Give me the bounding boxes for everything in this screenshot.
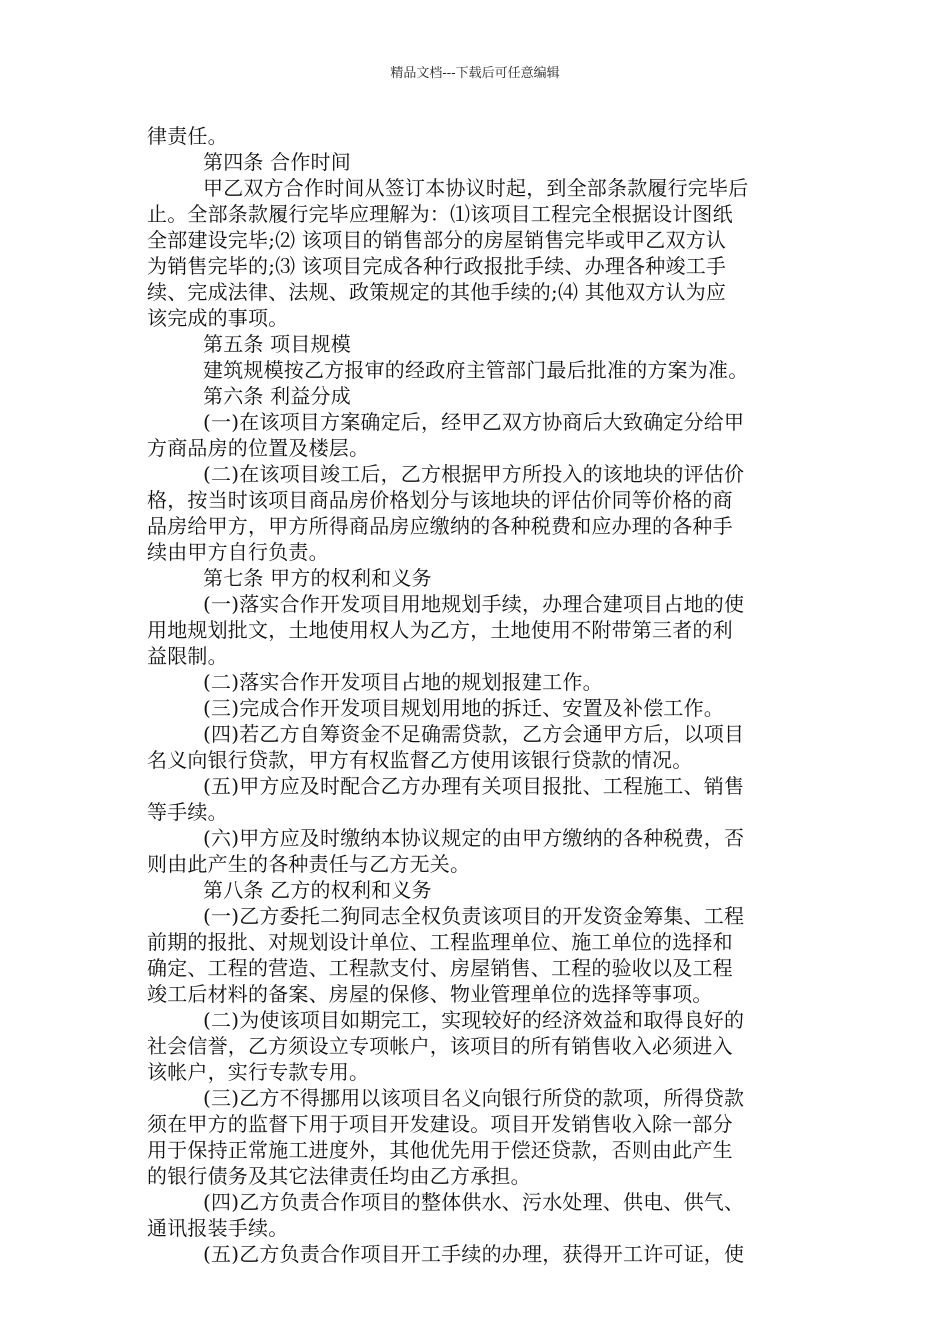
text-line: 品房给甲方，甲方所得商品房应缴纳的各种税费和应办理的各种手 [147,514,733,538]
text-line: 第四条 合作时间 [203,150,351,174]
text-line: 前期的报批、对规划设计单位、工程监理单位、施工单位的选择和 [147,930,733,954]
text-line: 竣工后材料的备案、房屋的保修、物业管理单位的选择等事项。 [147,982,713,1006]
document-body [147,123,805,1267]
text-line: 续由甲方自行负责。 [147,540,329,564]
text-line: (二)落实合作开发项目占地的规划报建工作。 [203,670,603,694]
text-line: (二)在该项目竣工后，乙方根据甲方所投入的该地块的评估价 [203,462,745,486]
text-line: 第八条 乙方的权利和义务 [203,878,432,902]
text-line: (三)乙方不得挪用以该项目名义向银行所贷的款项，所得贷款 [203,1086,745,1110]
text-line: 的银行债务及其它法律责任均由乙方承担。 [147,1164,531,1188]
text-line: (五)乙方负责合作项目开工手续的办理，获得开工许可证，使 [203,1242,745,1266]
text-line: 为销售完毕的;⑶ 该项目完成各种行政报批手续、办理各种竣工手 [147,254,727,278]
text-line: 全部建设完毕;⑵ 该项目的销售部分的房屋销售完毕或甲乙双方认 [147,228,727,252]
text-line: 确定、工程的营造、工程款支付、房屋销售、工程的验收以及工程 [147,956,733,980]
text-line: 方商品房的位置及楼层。 [147,436,370,460]
text-line: 格，按当时该项目商品房价格划分与该地块的评估价同等价格的商 [147,488,733,512]
text-line: 止。全部条款履行完毕应理解为：⑴该项目工程完全根据设计图纸 [147,202,733,226]
text-line: (四)若乙方自筹资金不足确需贷款，乙方会通甲方后，以项目 [203,722,745,746]
text-line: 用地规划批文，土地使用权人为乙方，土地使用不附带第三者的利 [147,618,733,642]
text-line: 第五条 项目规模 [203,332,351,356]
text-line: 建筑规模按乙方报审的经政府主管部门最后批准的方案为准。 [203,358,749,382]
text-line: 该帐户，实行专款专用。 [147,1060,370,1084]
text-line: 第七条 甲方的权利和义务 [203,566,432,590]
text-line: 益限制。 [147,644,228,668]
page-header: 精品文档---下载后可任意编辑 [390,66,560,81]
text-line: 律责任。 [147,124,228,148]
text-line: (二)为使该项目如期完工，实现较好的经济效益和取得良好的 [203,1008,745,1032]
text-line: 社会信誉，乙方须设立专项帐户，该项目的所有销售收入必须进入 [147,1034,733,1058]
text-line: 第六条 利益分成 [203,384,351,408]
text-line: 用于保持正常施工进度外，其他优先用于偿还贷款，否则由此产生 [147,1138,733,1162]
text-line: (一)乙方委托二狗同志全权负责该项目的开发资金筹集、工程 [203,904,745,928]
text-line: 名义向银行贷款，甲方有权监督乙方使用该银行贷款的情况。 [147,748,693,772]
text-line: (一)在该项目方案确定后，经甲乙双方协商后大致确定分给甲 [203,410,745,434]
text-line: 须在甲方的监督下用于项目开发建设。项目开发销售收入除一部分 [147,1112,733,1136]
text-line: 等手续。 [147,800,228,824]
text-line: 续、完成法律、法规、政策规定的其他手续的;⑷ 其他双方认为应 [147,280,727,304]
text-line: (五)甲方应及时配合乙方办理有关项目报批、工程施工、销售 [203,774,745,798]
text-line: (三)完成合作开发项目规划用地的拆迁、安置及补偿工作。 [203,696,725,720]
text-line: 甲乙双方合作时间从签订本协议时起，到全部条款履行完毕后 [203,176,749,200]
text-line: 则由此产生的各种责任与乙方无关。 [147,852,471,876]
text-line: 通讯报装手续。 [147,1216,289,1240]
text-line: 该完成的事项。 [147,306,289,330]
text-line: (六)甲方应及时缴纳本协议规定的由甲方缴纳的各种税费，否 [203,826,745,850]
text-line: (一)落实合作开发项目用地规划手续，办理合建项目占地的使 [203,592,745,616]
text-line: (四)乙方负责合作项目的整体供水、污水处理、供电、供气、 [203,1190,745,1214]
